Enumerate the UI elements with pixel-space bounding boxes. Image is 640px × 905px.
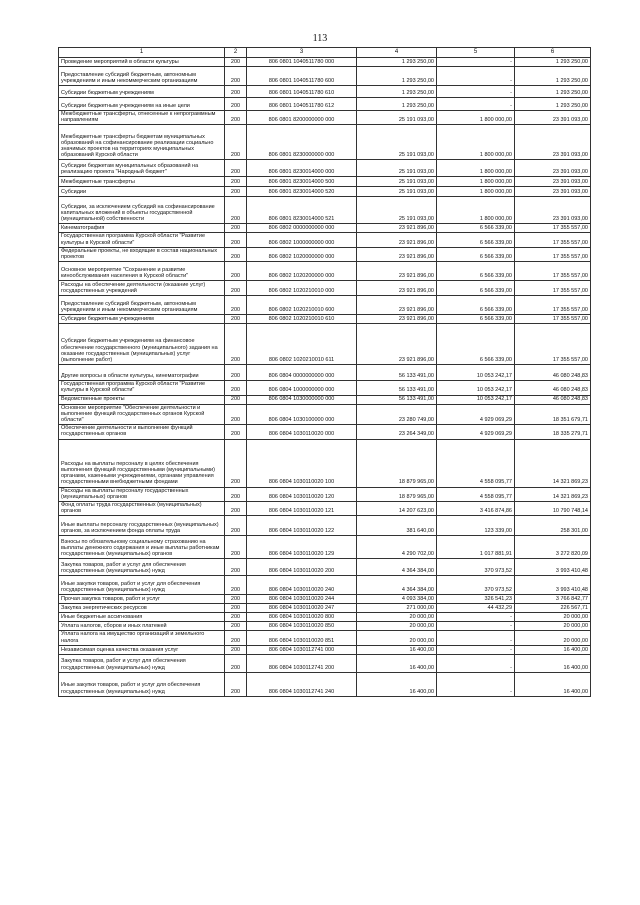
row-name: Иные выплаты персоналу государственных (муниципальных) органов, за исключением фонда оплаты труда [59, 516, 225, 536]
row-name: Другие вопросы в области культуры, кинематографии [59, 365, 225, 381]
row-budget-code: 806 0804 1030112741 200 [247, 654, 357, 672]
row-approved: 20 000,00 [357, 622, 437, 631]
row-approved: 25 191 093,00 [357, 177, 437, 187]
row-executed: 6 566 339,00 [437, 296, 515, 315]
row-executed: 370 973,52 [437, 559, 515, 576]
row-unexecuted: 23 391 093,00 [515, 187, 591, 197]
row-executed: 44 432,29 [437, 604, 515, 613]
row-executed: 1 017 881,91 [437, 536, 515, 559]
row-executed: - [437, 67, 515, 86]
row-name: Закупка товаров, работ и услуг для обеспечения государственных (муниципальных) нужд [59, 559, 225, 576]
row-approved: 20 000,00 [357, 631, 437, 645]
row-approved: 18 879 965,00 [357, 487, 437, 501]
row-unexecuted: 17 355 557,00 [515, 262, 591, 281]
row-budget-code: 806 0801 1040511780 000 [247, 58, 357, 67]
row-executed: 6 566 339,00 [437, 262, 515, 281]
row-unexecuted: 46 080 248,83 [515, 365, 591, 381]
row-unexecuted: 23 391 093,00 [515, 197, 591, 224]
row-name: Расходы на обеспечение деятельности (оказание услуг) государственных учреждений [59, 281, 225, 296]
row-approved: 271 000,00 [357, 604, 437, 613]
table-row [59, 247, 591, 261]
row-unexecuted: 14 321 869,23 [515, 439, 591, 487]
row-budget-code: 806 0801 8200000000 000 [247, 111, 357, 125]
row-approved: 18 879 965,00 [357, 439, 437, 487]
row-approved: 25 191 093,00 [357, 160, 437, 177]
row-budget-code: 806 0804 1030112741 000 [247, 645, 357, 654]
row-executed: - [437, 645, 515, 654]
row-budget-code: 806 0804 1030110020 850 [247, 622, 357, 631]
row-approved: 23 921 896,00 [357, 281, 437, 296]
row-line-code: 200 [225, 654, 247, 672]
row-line-code: 200 [225, 536, 247, 559]
row-line-code: 200 [225, 111, 247, 125]
row-budget-code: 806 0804 1030112741 240 [247, 672, 357, 696]
table-row [59, 281, 591, 296]
row-line-code: 200 [225, 224, 247, 233]
table-row [59, 559, 591, 576]
row-unexecuted: 16 400,00 [515, 645, 591, 654]
table-body [59, 58, 591, 697]
row-name: Расходы на выплаты персоналу государственных (муниципальных) органов [59, 487, 225, 501]
row-approved: 16 400,00 [357, 645, 437, 654]
table-row [59, 654, 591, 672]
header-col-2: 2 [225, 48, 247, 58]
row-name: Субсидии бюджетным учреждениям на финансовое обеспечение государственного (муниципального) задания на оказание государственных (муниципальных) услуг (выполнение работ) [59, 324, 225, 365]
row-line-code: 200 [225, 58, 247, 67]
row-name: Субсидии бюджетным учреждениям на иные цели [59, 98, 225, 111]
row-name: Основное мероприятие "Сохранение и развитие кинообслуживания населения в Курской области" [59, 262, 225, 281]
table-row [59, 613, 591, 622]
row-budget-code: 806 0804 1030000000 000 [247, 395, 357, 404]
row-approved: 23 921 896,00 [357, 324, 437, 365]
row-unexecuted: 23 391 093,00 [515, 111, 591, 125]
row-budget-code: 806 0804 1030110020 122 [247, 516, 357, 536]
row-executed: 3 416 874,86 [437, 502, 515, 516]
row-name: Закупка энергетических ресурсов [59, 604, 225, 613]
row-approved: 20 000,00 [357, 613, 437, 622]
row-unexecuted: 23 391 093,00 [515, 125, 591, 160]
row-executed: 326 541,23 [437, 595, 515, 604]
row-budget-code: 806 0804 1030110020 851 [247, 631, 357, 645]
row-budget-code: 806 0804 1030110020 800 [247, 613, 357, 622]
table-row [59, 177, 591, 187]
row-unexecuted: 17 355 557,00 [515, 296, 591, 315]
row-executed: - [437, 613, 515, 622]
table-row [59, 595, 591, 604]
row-line-code: 200 [225, 559, 247, 576]
table-row [59, 187, 591, 197]
row-name: Предоставление субсидий бюджетным, автономным учреждениям и иным некоммерческим организациям [59, 67, 225, 86]
row-approved: 56 133 491,00 [357, 381, 437, 395]
row-budget-code: 806 0801 8230014000 521 [247, 197, 357, 224]
table-row [59, 197, 591, 224]
row-executed: 1 800 000,00 [437, 111, 515, 125]
table-row [59, 622, 591, 631]
row-approved: 25 191 093,00 [357, 187, 437, 197]
row-name: Субсидии бюджетным учреждениям [59, 86, 225, 98]
row-name: Проведение мероприятий в области культуры [59, 58, 225, 67]
row-line-code: 200 [225, 187, 247, 197]
row-budget-code: 806 0801 1040511780 600 [247, 67, 357, 86]
row-name: Государственная программа Курской области "Развитие культуры в Курской области" [59, 381, 225, 395]
row-budget-code: 806 0801 8230000000 000 [247, 125, 357, 160]
row-executed: 1 800 000,00 [437, 125, 515, 160]
row-executed: - [437, 86, 515, 98]
row-approved: 23 921 896,00 [357, 296, 437, 315]
row-unexecuted: 258 301,00 [515, 516, 591, 536]
row-line-code: 200 [225, 595, 247, 604]
row-line-code: 200 [225, 425, 247, 439]
row-budget-code: 806 0801 8230014000 520 [247, 187, 357, 197]
row-approved: 16 400,00 [357, 654, 437, 672]
row-line-code: 200 [225, 247, 247, 261]
row-executed: 123 339,00 [437, 516, 515, 536]
row-budget-code: 806 0801 8230014000 000 [247, 160, 357, 177]
row-executed: 4 929 069,29 [437, 425, 515, 439]
row-name: Иные бюджетные ассигнования [59, 613, 225, 622]
row-approved: 25 191 093,00 [357, 125, 437, 160]
row-unexecuted: 16 400,00 [515, 654, 591, 672]
row-line-code: 200 [225, 86, 247, 98]
table-row [59, 487, 591, 501]
header-col-4: 4 [357, 48, 437, 58]
row-budget-code: 806 0802 1020210010 600 [247, 296, 357, 315]
table-row [59, 86, 591, 98]
row-unexecuted: 17 355 557,00 [515, 324, 591, 365]
table-row [59, 98, 591, 111]
row-name: Ведомственные проекты [59, 395, 225, 404]
row-unexecuted: 3 272 820,09 [515, 536, 591, 559]
row-name: Основное мероприятие "Обеспечение деятельности и выполнение функций государственных органов Курской области" [59, 404, 225, 425]
row-approved: 25 191 093,00 [357, 197, 437, 224]
row-executed: - [437, 672, 515, 696]
row-approved: 4 290 702,00 [357, 536, 437, 559]
row-executed: 6 566 339,00 [437, 233, 515, 247]
row-line-code: 200 [225, 631, 247, 645]
table-row [59, 125, 591, 160]
row-unexecuted: 14 321 869,23 [515, 487, 591, 501]
row-line-code: 200 [225, 672, 247, 696]
row-line-code: 200 [225, 645, 247, 654]
header-col-5: 5 [437, 48, 515, 58]
table-row [59, 439, 591, 487]
row-approved: 23 280 749,00 [357, 404, 437, 425]
row-approved: 1 293 250,00 [357, 86, 437, 98]
table-row [59, 381, 591, 395]
row-line-code: 200 [225, 487, 247, 501]
table-row [59, 502, 591, 516]
row-executed: - [437, 98, 515, 111]
row-budget-code: 806 0804 1030110020 247 [247, 604, 357, 613]
row-unexecuted: 1 293 250,00 [515, 86, 591, 98]
row-budget-code: 806 0804 1030110020 129 [247, 536, 357, 559]
row-line-code: 200 [225, 395, 247, 404]
row-approved: 14 207 623,00 [357, 502, 437, 516]
row-line-code: 200 [225, 125, 247, 160]
row-approved: 1 293 250,00 [357, 58, 437, 67]
row-name: Межбюджетные трансферты бюджетам муниципальных образований на софинансирование реализации социально значимых проектов на территориях муниципальных образований Курской области [59, 125, 225, 160]
row-unexecuted: 1 293 250,00 [515, 67, 591, 86]
row-name: Субсидии бюджетам муниципальных образований на реализацию проекта "Народный бюджет" [59, 160, 225, 177]
row-approved: 4 364 384,00 [357, 576, 437, 595]
table-row [59, 262, 591, 281]
row-name: Иные закупки товаров, работ и услуг для обеспечения государственных (муниципальных) нужд [59, 576, 225, 595]
row-unexecuted: 17 355 557,00 [515, 233, 591, 247]
row-approved: 56 133 491,00 [357, 365, 437, 381]
table-row [59, 111, 591, 125]
row-name: Государственная программа Курской области "Развитие культуры в Курской области" [59, 233, 225, 247]
table-row [59, 536, 591, 559]
row-approved: 23 921 896,00 [357, 315, 437, 324]
row-line-code: 200 [225, 98, 247, 111]
table-row [59, 516, 591, 536]
row-approved: 1 293 250,00 [357, 98, 437, 111]
row-unexecuted: 46 080 248,83 [515, 395, 591, 404]
table-header-row [59, 48, 591, 58]
row-executed: 6 566 339,00 [437, 224, 515, 233]
row-budget-code: 806 0802 1020210010 610 [247, 315, 357, 324]
row-executed: 6 566 339,00 [437, 315, 515, 324]
row-executed: 1 800 000,00 [437, 160, 515, 177]
row-unexecuted: 16 400,00 [515, 672, 591, 696]
row-line-code: 200 [225, 622, 247, 631]
row-approved: 23 921 896,00 [357, 224, 437, 233]
row-line-code: 200 [225, 604, 247, 613]
row-approved: 25 191 093,00 [357, 111, 437, 125]
row-budget-code: 806 0802 1020210010 611 [247, 324, 357, 365]
row-name: Кинематография [59, 224, 225, 233]
table-row [59, 631, 591, 645]
row-line-code: 200 [225, 365, 247, 381]
row-executed: - [437, 654, 515, 672]
row-unexecuted: 1 293 250,00 [515, 98, 591, 111]
table-row [59, 395, 591, 404]
row-line-code: 200 [225, 233, 247, 247]
page-number: 113 [312, 33, 328, 44]
row-unexecuted: 18 335 279,71 [515, 425, 591, 439]
row-executed: 10 053 242,17 [437, 381, 515, 395]
table-row [59, 296, 591, 315]
row-executed: 10 053 242,17 [437, 395, 515, 404]
row-unexecuted: 17 355 557,00 [515, 315, 591, 324]
table-row [59, 604, 591, 613]
table-row [59, 58, 591, 67]
row-name: Взносы по обязательному социальному страхованию на выплаты денежного содержания и иные выплаты работникам государственных (муниципальных) органов [59, 536, 225, 559]
row-unexecuted: 20 000,00 [515, 622, 591, 631]
row-budget-code: 806 0802 1020000000 000 [247, 247, 357, 261]
row-name: Федеральные проекты, не входящие в состав национальных проектов [59, 247, 225, 261]
row-executed: 1 800 000,00 [437, 197, 515, 224]
row-budget-code: 806 0804 1030110020 121 [247, 502, 357, 516]
row-name: Межбюджетные трансферты [59, 177, 225, 187]
table-row [59, 672, 591, 696]
row-line-code: 200 [225, 262, 247, 281]
row-name: Фонд оплаты труда государственных (муниципальных) органов [59, 502, 225, 516]
row-executed: - [437, 631, 515, 645]
table-row [59, 233, 591, 247]
row-executed: 6 566 339,00 [437, 324, 515, 365]
row-unexecuted: 17 355 557,00 [515, 247, 591, 261]
row-budget-code: 806 0802 1000000000 000 [247, 233, 357, 247]
row-line-code: 200 [225, 324, 247, 365]
row-budget-code: 806 0801 1040511780 610 [247, 86, 357, 98]
row-budget-code: 806 0804 1030110020 100 [247, 439, 357, 487]
row-budget-code: 806 0804 1030110020 240 [247, 576, 357, 595]
row-unexecuted: 17 355 557,00 [515, 281, 591, 296]
row-name: Уплата налога на имущество организаций и земельного налога [59, 631, 225, 645]
row-budget-code: 806 0804 1030100000 000 [247, 404, 357, 425]
row-executed: 4 558 095,77 [437, 439, 515, 487]
row-line-code: 200 [225, 502, 247, 516]
row-executed: - [437, 58, 515, 67]
table-row [59, 224, 591, 233]
row-line-code: 200 [225, 315, 247, 324]
row-executed: - [437, 622, 515, 631]
row-budget-code: 806 0802 0000000000 000 [247, 224, 357, 233]
table-row [59, 425, 591, 439]
row-approved: 1 293 250,00 [357, 67, 437, 86]
table-row [59, 160, 591, 177]
row-name: Иные закупки товаров, работ и услуг для обеспечения государственных (муниципальных) нужд [59, 672, 225, 696]
table-row [59, 365, 591, 381]
row-budget-code: 806 0801 1040511780 612 [247, 98, 357, 111]
row-name: Субсидии бюджетным учреждениям [59, 315, 225, 324]
row-unexecuted: 23 391 093,00 [515, 177, 591, 187]
row-budget-code: 806 0804 1030110020 244 [247, 595, 357, 604]
row-unexecuted: 3 993 410,48 [515, 576, 591, 595]
budget-table [58, 47, 591, 697]
row-budget-code: 806 0804 1000000000 000 [247, 381, 357, 395]
row-unexecuted: 10 790 748,14 [515, 502, 591, 516]
row-budget-code: 806 0804 0000000000 000 [247, 365, 357, 381]
row-approved: 381 640,00 [357, 516, 437, 536]
row-name: Закупка товаров, работ и услуг для обеспечения государственных (муниципальных) нужд [59, 654, 225, 672]
row-line-code: 200 [225, 576, 247, 595]
row-budget-code: 806 0804 1030110020 200 [247, 559, 357, 576]
table-row [59, 324, 591, 365]
row-name: Субсидии, за исключением субсидий на софинансирование капитальных вложений в объекты государственной (муниципальной) собственности [59, 197, 225, 224]
row-name: Независимая оценка качества оказания услуг [59, 645, 225, 654]
header-col-3: 3 [247, 48, 357, 58]
row-approved: 23 921 896,00 [357, 233, 437, 247]
row-line-code: 200 [225, 160, 247, 177]
row-approved: 23 921 896,00 [357, 247, 437, 261]
row-name: Субсидии [59, 187, 225, 197]
row-unexecuted: 3 766 842,77 [515, 595, 591, 604]
table-row [59, 645, 591, 654]
header-col-6: 6 [515, 48, 591, 58]
row-unexecuted: 20 000,00 [515, 613, 591, 622]
row-executed: 6 566 339,00 [437, 247, 515, 261]
row-unexecuted: 17 355 557,00 [515, 224, 591, 233]
row-name: Уплата налогов, сборов и иных платежей [59, 622, 225, 631]
row-executed: 6 566 339,00 [437, 281, 515, 296]
row-approved: 4 364 384,00 [357, 559, 437, 576]
row-budget-code: 806 0801 8230014000 500 [247, 177, 357, 187]
row-executed: 370 973,52 [437, 576, 515, 595]
row-line-code: 200 [225, 516, 247, 536]
row-unexecuted: 1 293 250,00 [515, 58, 591, 67]
row-approved: 56 133 491,00 [357, 395, 437, 404]
row-executed: 1 800 000,00 [437, 177, 515, 187]
row-approved: 4 093 384,00 [357, 595, 437, 604]
row-budget-code: 806 0804 1030110020 120 [247, 487, 357, 501]
row-line-code: 200 [225, 439, 247, 487]
row-name: Обеспечение деятельности и выполнение функций государственных органов [59, 425, 225, 439]
header-col-1: 1 [59, 48, 225, 58]
row-name: Расходы на выплаты персоналу в целях обеспечения выполнения функций государственными (муниципальными) органами, казенными учреждениями, органами управления государственными внебюджетными фондами [59, 439, 225, 487]
row-executed: 4 929 069,29 [437, 404, 515, 425]
row-unexecuted: 23 391 093,00 [515, 160, 591, 177]
row-name: Межбюджетные трансферты, отнесенные к непрограммным направлениям [59, 111, 225, 125]
row-approved: 23 921 896,00 [357, 262, 437, 281]
row-line-code: 200 [225, 613, 247, 622]
table-row [59, 67, 591, 86]
row-line-code: 200 [225, 296, 247, 315]
row-line-code: 200 [225, 197, 247, 224]
row-unexecuted: 3 993 410,48 [515, 559, 591, 576]
row-name: Прочая закупка товаров, работ и услуг [59, 595, 225, 604]
table-row [59, 576, 591, 595]
row-line-code: 200 [225, 67, 247, 86]
row-unexecuted: 18 351 679,71 [515, 404, 591, 425]
row-executed: 4 558 095,77 [437, 487, 515, 501]
row-budget-code: 806 0804 1030110020 000 [247, 425, 357, 439]
row-line-code: 200 [225, 177, 247, 187]
row-executed: 10 053 242,17 [437, 365, 515, 381]
row-line-code: 200 [225, 404, 247, 425]
row-budget-code: 806 0802 1020210010 000 [247, 281, 357, 296]
row-name: Предоставление субсидий бюджетным, автономным учреждениям и иным некоммерческим организациям [59, 296, 225, 315]
table-row [59, 315, 591, 324]
row-unexecuted: 46 080 248,83 [515, 381, 591, 395]
row-unexecuted: 226 567,71 [515, 604, 591, 613]
row-line-code: 200 [225, 381, 247, 395]
row-unexecuted: 20 000,00 [515, 631, 591, 645]
row-approved: 16 400,00 [357, 672, 437, 696]
row-budget-code: 806 0802 1020200000 000 [247, 262, 357, 281]
row-approved: 23 264 349,00 [357, 425, 437, 439]
row-executed: 1 800 000,00 [437, 187, 515, 197]
table-row [59, 404, 591, 425]
row-line-code: 200 [225, 281, 247, 296]
